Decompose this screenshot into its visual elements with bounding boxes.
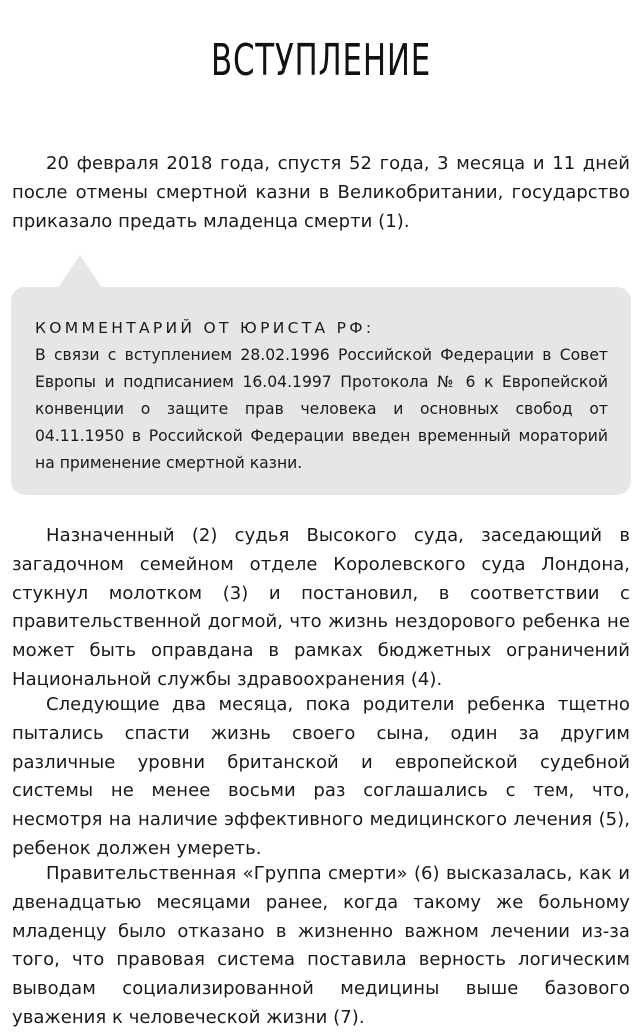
lawyer-comment-box (11, 287, 631, 495)
comment-callout-pointer (58, 255, 102, 288)
paragraph-appeals: Следующие два месяца, пока родители ребенка тщетно пытались спасти жизнь своего сына, один за другим различные уровни британской и европейской судебной системы не менее восьми раз соглашались с тем, что, несмотря на наличие эффективного медицинского лечения (5), ребенок должен умереть. (12, 694, 630, 859)
paragraph-intro: 20 февраля 2018 года, спустя 52 года, 3 месяца и 11 дней после отмены смертной казни в Великобритании, государство приказало предать младенца смерти (1). (12, 153, 630, 232)
comment-heading: КОММЕНТАРИЙ ОТ ЮРИСТА РФ: (35, 319, 375, 337)
paragraph-death-panel: Правительственная «Группа смерти» (6) высказалась, как и двенадцатью месяцами ранее, когда такому же больному младенцу было отказано в жизненно важном лечении из-за того, что правовая система поставила верность логическим выводам социализированной медицины выше базового уважения к человеческой жизни (7). (12, 863, 630, 1028)
comment-text: В связи с вступлением 28.02.1996 Российской Федерации в Совет Европы и подписанием 16.04.1997 Протокола № 6 к Европейской конвенции о защите прав человека и основных свобод от 04.11.1950 в Российской Федерации введен временный мораторий на применение смертной казни. (35, 346, 608, 472)
chapter-title: ВСТУПЛЕНИЕ (210, 35, 432, 87)
paragraph-judge: Назначенный (2) судья Высокого суда, заседающий в загадочном семейном отделе Королевского суда Лондона, стукнул молотком (3) и постановил, в соответствии с правительственной догмой, что жизнь нездорового ребенка не может быть оправдана в рамках бюджетных ограничений Национальной службы здравоохранения (4). (12, 525, 630, 690)
